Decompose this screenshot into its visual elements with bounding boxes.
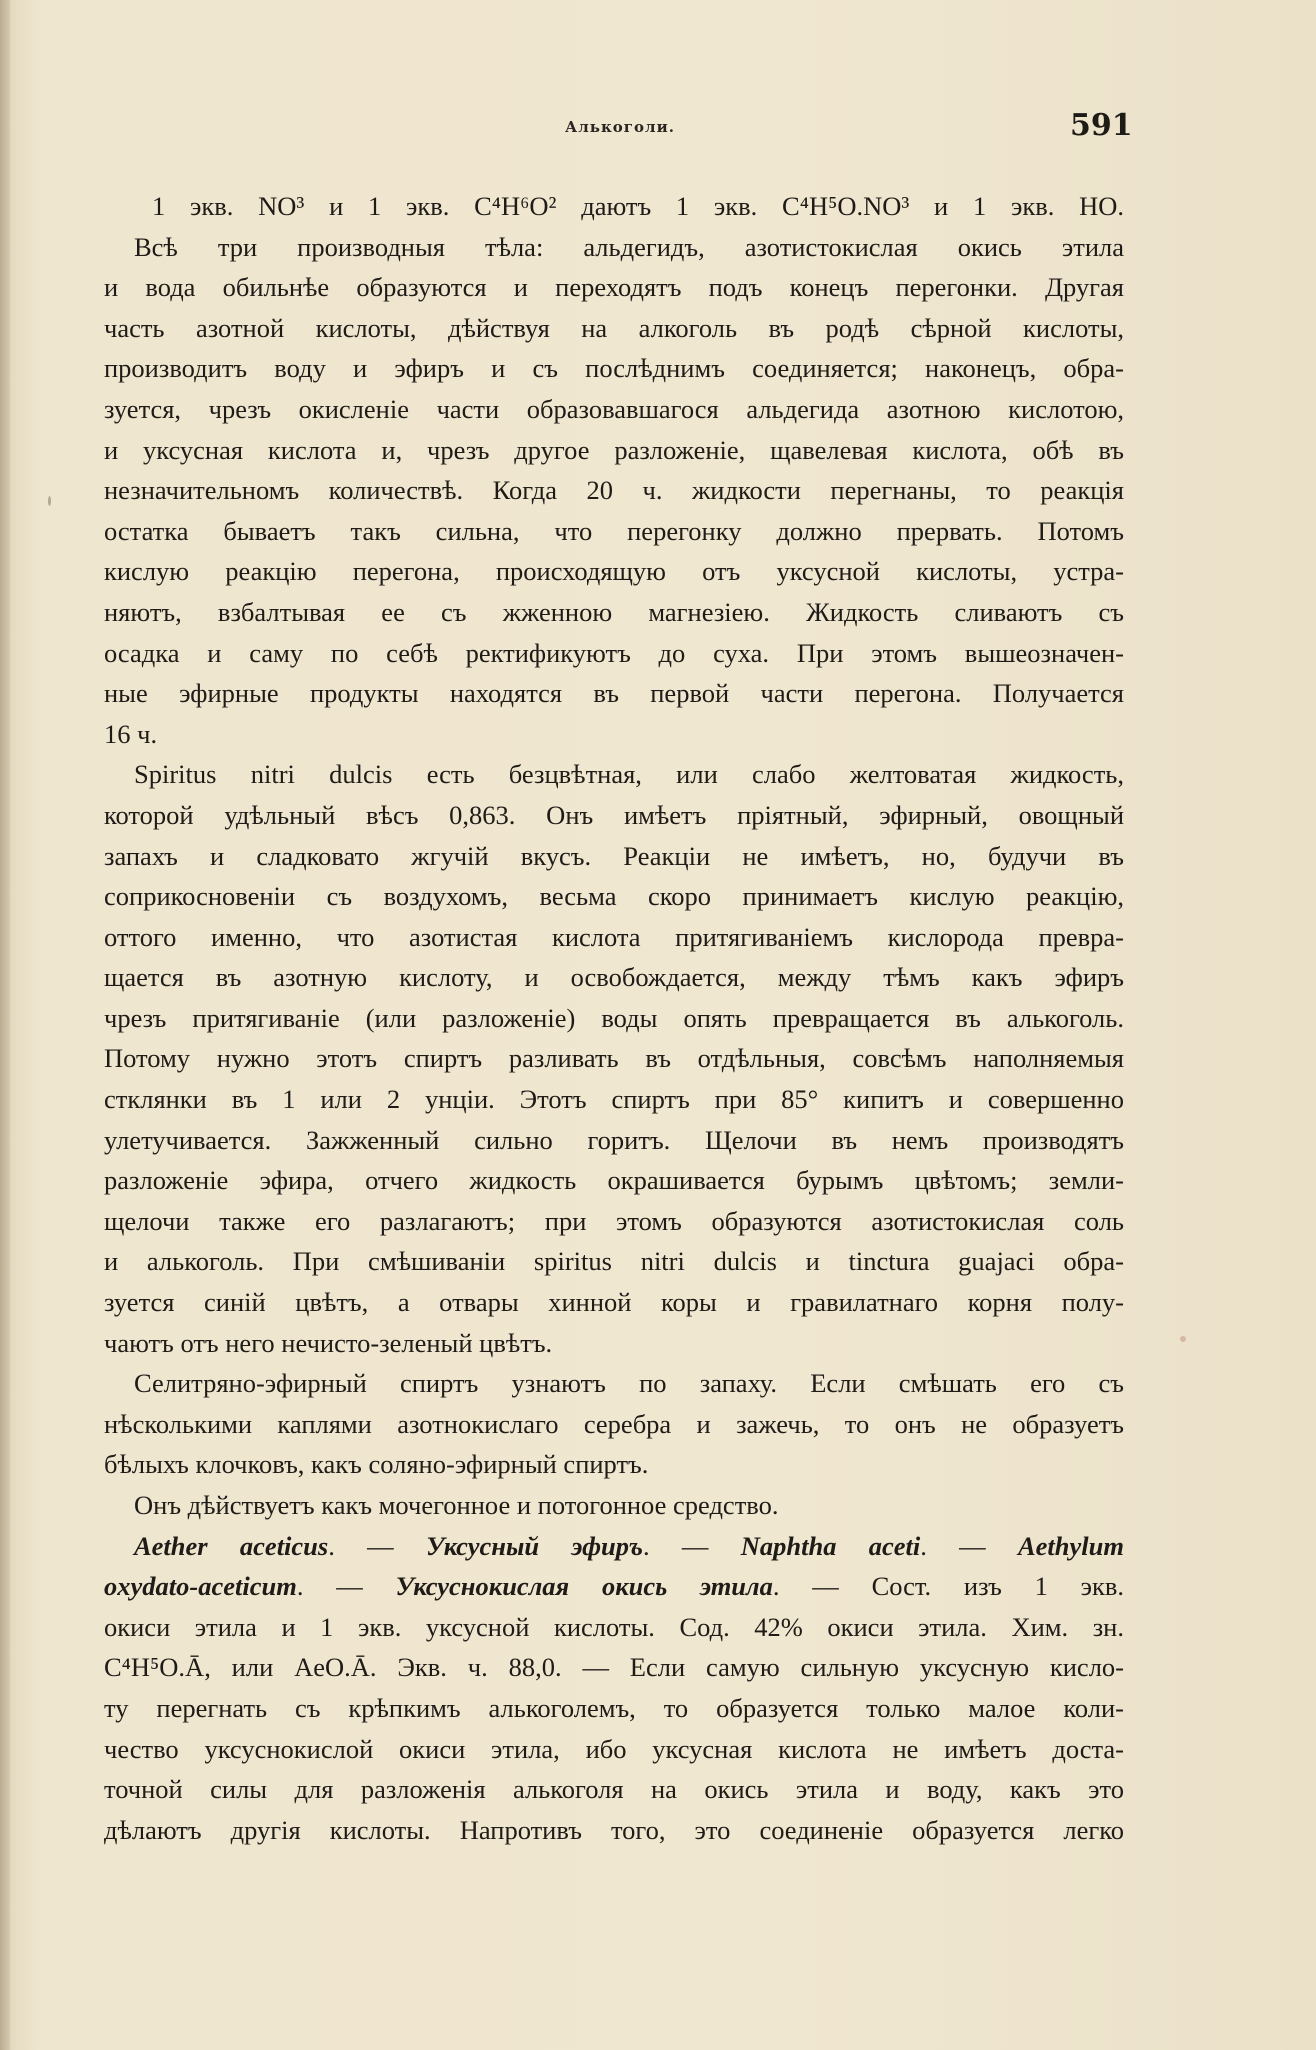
- paper-stain: [1180, 1336, 1186, 1342]
- italic-term: oxydato-aceticum: [104, 1571, 297, 1602]
- text-run: . —: [328, 1530, 426, 1561]
- text-line: и вода обильнѣе образуются и переходятъ подъ конецъ перегонки. Другая: [104, 272, 1124, 303]
- text-run: . —: [920, 1530, 1018, 1561]
- body-text: [104, 186, 1124, 1850]
- text-line: 16 ч.: [104, 718, 158, 749]
- text-run: . — Сост. изъ 1 экв.: [772, 1571, 1124, 1602]
- text-line: и уксусная кислота и, чрезъ другое разложеніе, щавелевая кислота, обѣ въ: [104, 434, 1124, 465]
- text-line: Spiritus nitri dulcis есть безцвѣтная, или слабо желтоватая жидкость,: [134, 759, 1124, 790]
- text-line: чество уксуснокислой окиси этила, ибо уксусная кислота не имѣетъ доста-: [104, 1733, 1124, 1764]
- text-line: зуется, чрезъ окисленіе части образовавшагося альдегида азотною кислотою,: [104, 393, 1124, 424]
- text-line: щелочи также его разлагаютъ; при этомъ образуются азотистокислая соль: [104, 1205, 1124, 1236]
- text-line: Всѣ три производныя тѣла: альдегидъ, азотистокислая окись этила: [134, 231, 1124, 262]
- page-number: 591: [1070, 108, 1133, 143]
- italic-term: Уксусный эфиръ: [425, 1530, 643, 1561]
- text-line: дѣлаютъ другія кислоты. Напротивъ того, это соединеніе образуется легко: [104, 1814, 1124, 1845]
- text-line: разложеніе эфира, отчего жидкость окрашивается бурымъ цвѣтомъ; земли-: [104, 1165, 1124, 1196]
- text-run: . —: [296, 1571, 396, 1602]
- text-line: [104, 1526, 1124, 1567]
- text-line: оттого именно, что азотистая кислота притягиваніемъ кислорода превра-: [104, 921, 1124, 952]
- text-line: щается въ азотную кислоту, и освобождается, между тѣмъ какъ эфиръ: [104, 962, 1124, 993]
- text-line: C⁴H⁵O.Ā, или AeO.Ā. Экв. ч. 88,0. — Если самую сильную уксусную кисло-: [104, 1652, 1124, 1683]
- text-line: няютъ, взбалтывая ее съ жженною магнезіею. Жидкость сливаютъ съ: [104, 596, 1124, 627]
- text-line: бѣлыхъ клочковъ, какъ соляно-эфирный спиртъ.: [104, 1449, 649, 1480]
- text-line: запахъ и сладковато жгучій вкусъ. Реакціи не имѣетъ, но, будучи въ: [104, 840, 1124, 871]
- text-line: производитъ воду и эфиръ и съ послѣднимъ соединяется; наконецъ, обра-: [104, 353, 1124, 384]
- text-line: ту перегнать съ крѣпкимъ алькоголемъ, то образуется только малое коли-: [104, 1692, 1124, 1723]
- running-head: Алькоголи.: [565, 118, 675, 136]
- text-line: соприкосновеніи съ воздухомъ, весьма скоро принимаетъ кислую реакцію,: [104, 881, 1124, 912]
- text-line: и алькоголь. При смѣшиваніи spiritus nitri dulcis и tinctura guajaci обра-: [104, 1246, 1124, 1277]
- text-line: окиси этила и 1 экв. уксусной кислоты. Сод. 42% окиси этила. Хим. зн.: [104, 1611, 1124, 1642]
- text-line: зуется синій цвѣтъ, а отвары хинной коры и гравилатнаго корня полу-: [104, 1287, 1124, 1318]
- text-line: 1 экв. NO³ и 1 экв. C⁴H⁶O² даютъ 1 экв. C⁴H⁵O.NO³ и 1 экв. HO.: [152, 191, 1124, 221]
- text-line: чаютъ отъ него нечисто-зеленый цвѣтъ.: [104, 1327, 553, 1358]
- text-line: Селитряно-эфирный спиртъ узнаютъ по запаху. Если смѣшать его съ: [134, 1368, 1124, 1399]
- text-line: [104, 1566, 1124, 1607]
- binding-edge: [0, 0, 10, 2050]
- text-line: точной силы для разложенія алькоголя на окись этила и воду, какъ это: [104, 1774, 1124, 1805]
- text-line: остатка бываетъ такъ сильна, что перегонку должно прервать. Потомъ: [104, 515, 1124, 546]
- text-line: осадка и саму по себѣ ректификуютъ до суха. При этомъ вышеозначен-: [104, 637, 1124, 668]
- text-line: чрезъ притягиваніе (или разложеніе) воды опять превращается въ алькоголь.: [104, 1002, 1124, 1033]
- text-line: которой удѣльный вѣсъ 0,863. Онъ имѣетъ пріятный, эфирный, овощный: [104, 799, 1124, 830]
- text-line: улетучивается. Зажженный сильно горитъ. Щелочи въ немъ производятъ: [104, 1124, 1124, 1155]
- italic-term: Aethylum: [1017, 1530, 1124, 1561]
- text-run: . —: [642, 1530, 741, 1561]
- text-line: Потому нужно этотъ спиртъ разливать въ отдѣльныя, совсѣмъ наполняемыя: [104, 1043, 1124, 1074]
- text-line: ные эфирные продукты находятся въ первой части перегона. Получается: [104, 678, 1124, 709]
- italic-term: Уксуснокислая окись этила: [395, 1571, 773, 1602]
- text-line: стклянки въ 1 или 2 унціи. Этотъ спиртъ при 85° кипитъ и совершенно: [104, 1084, 1124, 1115]
- text-line: Онъ дѣйствуетъ какъ мочегонное и потогонное средство.: [134, 1490, 779, 1520]
- italic-term: Aether aceticus: [134, 1530, 329, 1561]
- text-line: кислую реакцію перегона, происходящую отъ уксусной кислоты, устра-: [104, 556, 1124, 587]
- paper-stain: [48, 496, 51, 506]
- text-line: часть азотной кислоты, дѣйствуя на алкоголь въ родѣ сѣрной кислоты,: [104, 312, 1124, 343]
- text-line: незначительномъ количествѣ. Когда 20 ч. жидкости перегнаны, то реакція: [104, 475, 1124, 506]
- italic-term: Naphtha aceti: [740, 1530, 921, 1561]
- text-line: нѣсколькими каплями азотнокислаго серебра и зажечь, то онъ не образуетъ: [104, 1408, 1124, 1439]
